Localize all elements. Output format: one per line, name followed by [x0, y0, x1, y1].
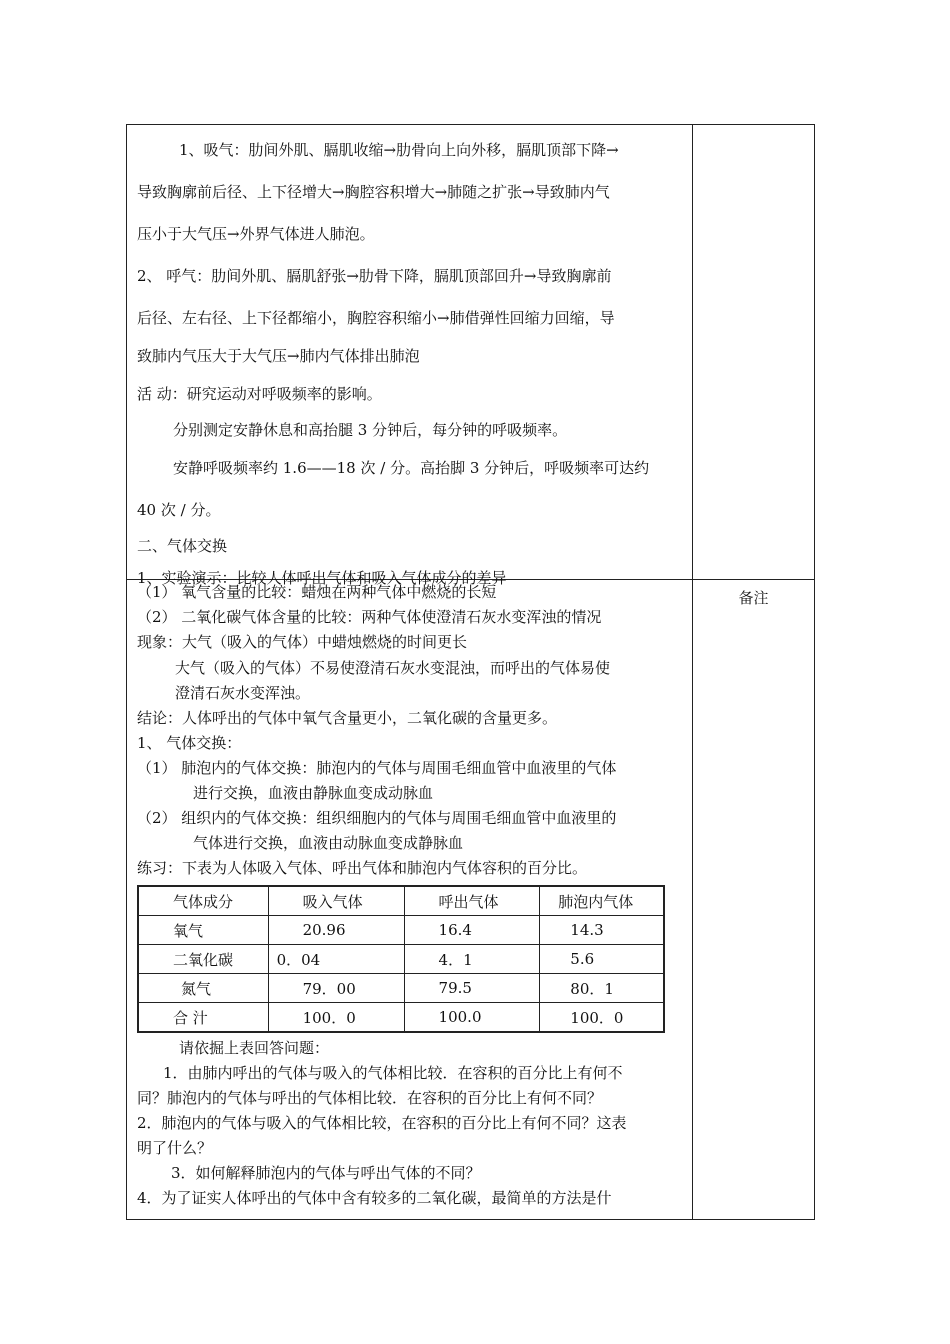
table-cell: 100．0 [540, 1003, 664, 1033]
text-line: 澄清石灰水变浑浊。 [175, 684, 311, 702]
activity-heading: 活 动：研究运动对呼吸频率的影响。 [137, 385, 382, 403]
table-cell: 20.96 [268, 916, 404, 945]
text-line: 40 次 / 分。 [137, 501, 221, 519]
question-intro: 请依掘上表回答问题： [179, 1039, 330, 1057]
table-row [138, 945, 664, 974]
table-cell: 5.6 [540, 945, 664, 974]
text-line: 导致胸廓前后径、上下径增大→胸腔容积增大→肺随之扩张→导致肺内气 [137, 183, 610, 201]
text-line: 现象：大气（吸入的气体）中蜡烛燃烧的时间更长 [137, 633, 468, 651]
text-line: （2） 组织内的气体交换：组织细胞内的气体与周围毛细血管中血液里的 [137, 809, 617, 827]
table-cell: 二氧化碳 [138, 945, 268, 974]
text-line: 大气（吸入的气体）不易使澄清石灰水变混浊，而呼出的气体易使 [175, 659, 611, 677]
question-line: 同？肺泡内的气体与呼出的气体相比较．在容积的百分比上有何不同？ [137, 1089, 603, 1107]
text-line: 后径、左右径、上下径都缩小，胸腔容积缩小→肺借弹性回缩力回缩，导 [137, 309, 615, 327]
lesson-table [126, 124, 815, 1220]
table-cell: 79.5 [404, 974, 540, 1003]
gas-exchange-section [127, 580, 692, 1220]
table-row [138, 1003, 664, 1033]
table-cell: 氮气 [138, 974, 268, 1003]
text-line: 1、实验演示：比较人体呼出气体和吸入气体成分的差异 [137, 569, 507, 587]
table-cell: 80．1 [540, 974, 664, 1003]
text-line: 1、吸气：肋间外肌、膈肌收缩→肋骨向上向外移，膈肌顶部下降→ [179, 141, 619, 159]
question-line: 明了什么？ [137, 1139, 213, 1157]
question-line: 2．肺泡内的气体与吸入的气体相比较，在容积的百分比上有何不同？这表 [137, 1114, 627, 1132]
gas-volume-table [137, 885, 665, 1033]
conclusion-line: 结论：人体呼出的气体中氧气含量更小，二氧化碳的含量更多。 [137, 709, 558, 727]
table-cell: 100．0 [268, 1003, 404, 1033]
table-cell: 16.4 [404, 916, 540, 945]
text-line: 压小于大气压→外界气体进人肺泡。 [137, 225, 375, 243]
text-line: 安静呼吸频率约 1.6——18 次 / 分。高抬脚 3 分钟后，呼吸频率可达约 [173, 459, 650, 477]
remark-label: 备注 [738, 589, 769, 607]
table-cell: 4．1 [404, 945, 540, 974]
table-header: 吸入气体 [268, 886, 404, 916]
table-header: 气体成分 [138, 886, 268, 916]
table-header: 呼出气体 [404, 886, 540, 916]
table-cell: 0．04 [268, 945, 404, 974]
table-header: 肺泡内气体 [540, 886, 664, 916]
table-cell: 氧气 [138, 916, 268, 945]
section-heading: 二、气体交换 [137, 537, 228, 555]
question-line: 4．为了证实人体呼出的气体中含有较多的二氧化碳，最简单的方法是什 [137, 1189, 612, 1207]
table-cell: 79．00 [268, 974, 404, 1003]
text-line: （1） 氧气含量的比较：蜡烛在两种气体中燃烧的长短 [137, 583, 497, 601]
question-line: 3．如何解释肺泡内的气体与呼出气体的不同？ [171, 1164, 481, 1182]
column-divider [692, 125, 693, 1219]
question-line: 1．由肺内呼出的气体与吸入的气体相比较．在容积的百分比上有何不 [163, 1064, 623, 1082]
table-cell: 合 汁 [138, 1003, 268, 1033]
text-line: （2） 二氧化碳气体含量的比较：两种气体使澄清石灰水变浑浊的情况 [137, 608, 602, 626]
text-line: （1） 肺泡内的气体交换：肺泡内的气体与周围毛细血管中血液里的气体 [137, 759, 617, 777]
table-cell: 14.3 [540, 916, 664, 945]
text-line: 1、 气体交换： [137, 734, 242, 752]
text-line: 进行交换，血液由静脉血变成动脉血 [193, 784, 434, 802]
breathing-section [127, 125, 692, 587]
table-cell: 100.0 [404, 1003, 540, 1033]
text-line: 2、 呼气：肋间外肌、膈肌舒张→肋骨下降，膈肌顶部回升→导致胸廓前 [137, 267, 612, 285]
text-line: 分别测定安静休息和高抬腿 3 分钟后，每分钟的呼吸频率。 [173, 421, 568, 439]
text-line: 气体进行交换，血液由动脉血变成静脉血 [193, 834, 464, 852]
exercise-line: 练习：下表为人体吸入气体、呼出气体和肺泡内气体容积的百分比。 [137, 859, 588, 877]
text-line: 致肺内气压大于大气压→肺内气体排出肺泡 [137, 347, 420, 365]
table-header-row [138, 886, 664, 916]
table-row [138, 974, 664, 1003]
table-row [138, 916, 664, 945]
